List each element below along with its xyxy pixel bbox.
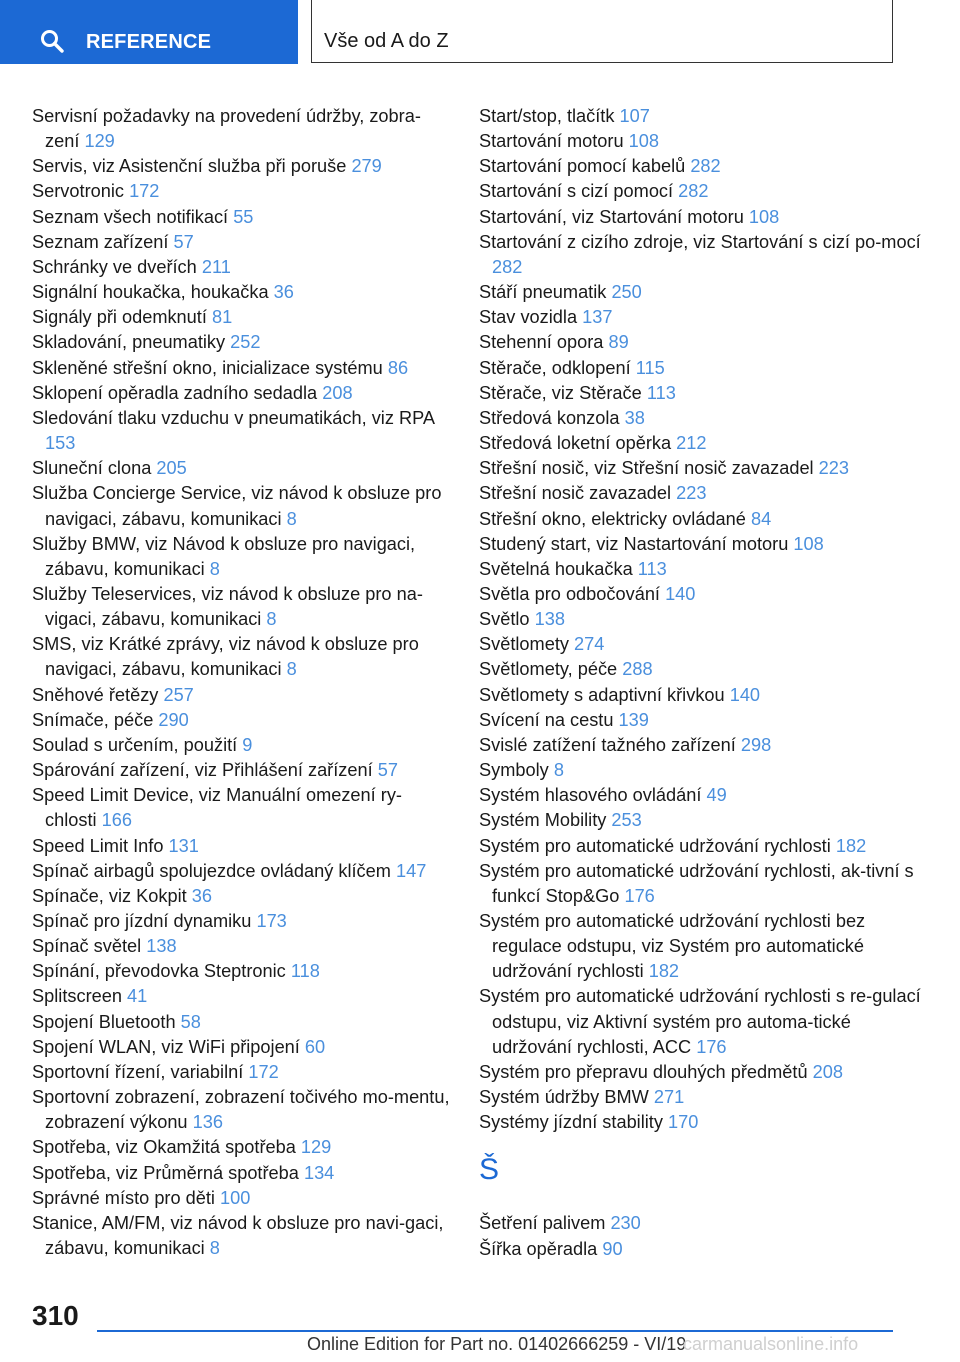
- index-entry-text: Sportovní zobrazení, zobrazení točivého mo‐mentu, zobrazení výkonu: [32, 1087, 450, 1133]
- index-entry-text: Studený start, viz Nastartování motoru: [479, 533, 789, 554]
- index-entry: [32, 255, 452, 280]
- page-reference-link[interactable]: 84: [750, 508, 772, 529]
- search-icon: [40, 29, 64, 53]
- index-entry-text: Stanice, AM/FM, viz návod k obsluze pro navi‐gaci, zábavu, komunikaci: [32, 1212, 444, 1259]
- index-entry: [32, 280, 452, 305]
- index-entry: [32, 884, 452, 909]
- index-entry: [479, 859, 929, 909]
- page-reference-link[interactable]: 8: [286, 508, 297, 529]
- page-reference-link[interactable]: 55: [233, 206, 254, 227]
- watermark: carmanualsonline.info: [683, 1334, 859, 1354]
- index-entry-text: Světlomety, péče: [479, 659, 618, 680]
- index-list-right: [479, 104, 929, 1135]
- index-entry-text: Svislé zatížení tažného zařízení: [479, 734, 736, 755]
- index-entry-text: Signály při odemknutí: [32, 307, 207, 328]
- index-entry-text: Systém pro automatické udržování rychlosti: [479, 835, 831, 856]
- index-entry: [32, 1186, 452, 1211]
- index-entry-text: Světla pro odbočování: [479, 583, 660, 604]
- index-entry-text: Symboly: [479, 760, 549, 781]
- edition-text: Online Edition for Part no. 01402666259 - VI/19: [307, 1334, 687, 1354]
- index-entry: [479, 381, 929, 406]
- chapter-title: Vše od A do Z: [324, 30, 449, 52]
- index-entry: [479, 733, 929, 758]
- page-reference-link[interactable]: 115: [635, 357, 665, 378]
- index-entry: [479, 909, 929, 984]
- index-entry: [32, 356, 452, 381]
- page-reference-link[interactable]: 253: [611, 810, 642, 831]
- page-number: 310: [32, 1300, 79, 1331]
- index-entry: [32, 104, 452, 154]
- page-reference-link[interactable]: 38: [624, 407, 645, 428]
- index-entry: [479, 783, 929, 808]
- section-letter: Š: [479, 1153, 500, 1187]
- reference-tab[interactable]: [0, 0, 298, 64]
- page-reference-link[interactable]: 140: [729, 684, 761, 705]
- page-reference-link[interactable]: 252: [230, 332, 261, 353]
- page-reference-link[interactable]: 176: [696, 1036, 727, 1057]
- index-entry-text: Střešní nosič zavazadel: [479, 483, 672, 504]
- index-entry-text: Speed Limit Device, viz Manuální omezení ry‐chlosti: [32, 785, 402, 831]
- page-reference-link[interactable]: 230: [610, 1213, 641, 1234]
- index-entry-text: Systém hlasového ovládání: [479, 785, 702, 806]
- index-entry-text: Stěrače, viz Stěrače: [479, 382, 642, 403]
- index-entry: [32, 305, 452, 330]
- index-entry-text: Systém pro automatické udržování rychlosti s re‐gulací odstupu, viz Aktivní systém pro automa‐tické udržování rychlosti, ACC: [479, 986, 921, 1057]
- index-entry: [32, 783, 452, 833]
- index-entry-text: Spínače, viz Kokpit: [32, 885, 187, 906]
- page-reference-link[interactable]: 282: [678, 181, 709, 202]
- index-entry: [32, 1060, 452, 1085]
- page-reference-link[interactable]: 113: [646, 382, 676, 403]
- index-entry: [479, 557, 929, 582]
- index-entry-text: Servis, viz Asistenční služba při poruše: [32, 156, 347, 177]
- index-entry-text: Splitscreen: [32, 986, 122, 1007]
- index-entry: [479, 179, 929, 204]
- index-entry-text: Spínání, převodovka Steptronic: [32, 961, 286, 982]
- page-reference-link[interactable]: 136: [192, 1112, 223, 1133]
- page-reference-link[interactable]: 138: [146, 936, 177, 957]
- index-entry: [479, 129, 929, 154]
- page-reference-link[interactable]: 298: [740, 734, 772, 755]
- page-reference-link[interactable]: 113: [637, 558, 667, 579]
- index-entry-text: Středová loketní opěrka: [479, 433, 672, 454]
- index-entry: [32, 532, 452, 582]
- index-entry-text: Sklopení opěradla zadního sedadla: [32, 382, 318, 403]
- index-entry-text: Systém údržby BMW: [479, 1087, 649, 1108]
- index-column-left: [32, 104, 452, 1261]
- index-entry-text: Skladování, pneumatiky: [32, 332, 226, 353]
- index-entry-text: Systém pro automatické udržování rychlosti bez regulace odstupu, viz Systém pro automatické udržování rychlosti: [479, 911, 866, 982]
- index-entry: [479, 456, 929, 481]
- index-entry-text: Speed Limit Info: [32, 835, 164, 856]
- index-entry-text: Světelná houkačka: [479, 558, 633, 579]
- index-entry: [479, 305, 929, 330]
- index-entry: [479, 808, 929, 833]
- index-entry-text: Soulad s určením, použití: [32, 734, 238, 755]
- index-entry: [479, 154, 929, 179]
- page-reference-link[interactable]: 282: [690, 156, 721, 177]
- page-reference-link[interactable]: 257: [163, 684, 194, 705]
- index-entry: [479, 758, 929, 783]
- index-entry: [479, 104, 929, 129]
- page-reference-link[interactable]: 271: [653, 1087, 685, 1108]
- index-entry: [32, 481, 452, 531]
- index-entry: [479, 607, 929, 632]
- page-reference-link[interactable]: 182: [835, 835, 867, 856]
- index-entry: [479, 632, 929, 657]
- index-entry: [479, 431, 929, 456]
- page-reference-link[interactable]: 208: [812, 1061, 843, 1082]
- page-reference-link[interactable]: 172: [129, 181, 160, 202]
- page-reference-link[interactable]: 9: [242, 734, 253, 755]
- index-entry-text: Sportovní řízení, variabilní: [32, 1061, 244, 1082]
- page-reference-link[interactable]: 140: [665, 583, 696, 604]
- index-entry-text: Spínač airbagů spolujezdce ovládaný klíčem: [32, 860, 391, 881]
- index-entry-text: Stav vozidla: [479, 307, 578, 328]
- index-entry-text: Sněhové řetězy: [32, 684, 159, 705]
- index-entry-text: Systém pro přepravu dlouhých předmětů: [479, 1061, 808, 1082]
- index-entry: [32, 834, 452, 859]
- index-entry: [479, 356, 929, 381]
- page-reference-link[interactable]: 41: [127, 986, 148, 1007]
- index-entry: [32, 708, 452, 733]
- page-reference-link[interactable]: 282: [492, 256, 523, 277]
- page-reference-link[interactable]: 274: [574, 634, 605, 655]
- index-entry-text: Šířka opěradla: [479, 1238, 598, 1259]
- index-entry: [32, 1035, 452, 1060]
- index-entry: [479, 481, 929, 506]
- page-reference-link[interactable]: 57: [173, 231, 194, 252]
- index-entry: [32, 1085, 452, 1135]
- index-entry-text: Služby BMW, viz Návod k obsluze pro navigaci, zábavu, komunikaci: [32, 533, 416, 579]
- index-entry: [32, 1211, 452, 1261]
- page-reference-link[interactable]: 170: [668, 1112, 699, 1133]
- index-entry-text: Skleněné střešní okno, inicializace systému: [32, 357, 383, 378]
- index-entry-text: Spínač pro jízdní dynamiku: [32, 911, 252, 931]
- index-entry: [32, 154, 452, 179]
- index-entry: [32, 330, 452, 355]
- page-reference-link[interactable]: 134: [303, 1162, 335, 1183]
- page-reference-link[interactable]: 139: [618, 709, 649, 730]
- index-entry-text: SMS, viz Krátké zprávy, viz návod k obsluze pro navigaci, zábavu, komunikaci: [32, 634, 419, 680]
- index-entry-text: Start/stop, tlačítk: [479, 106, 615, 126]
- index-list-section: [479, 1211, 929, 1261]
- page-reference-link[interactable]: 107: [619, 106, 650, 126]
- page-reference-link[interactable]: 147: [395, 860, 427, 881]
- index-entry-text: Světlomety: [479, 634, 569, 655]
- index-entry-text: Služba Concierge Service, viz návod k obsluze pro navigaci, zábavu, komunikaci: [32, 483, 442, 529]
- index-entry-text: Spojení WLAN, viz WiFi připojení: [32, 1036, 300, 1057]
- page-reference-link[interactable]: 223: [818, 458, 850, 479]
- index-entry: [479, 683, 929, 708]
- page-reference-link[interactable]: 90: [602, 1238, 623, 1259]
- reference-tab-label: REFERENCE: [86, 31, 212, 53]
- index-entry-text: Sluneční clona: [32, 458, 152, 479]
- index-entry-text: Středová konzola: [479, 407, 620, 428]
- index-entry-text: Systém Mobility: [479, 810, 607, 831]
- page-reference-link[interactable]: 173: [256, 911, 287, 931]
- page-reference-link[interactable]: 290: [158, 709, 189, 730]
- index-entry: [32, 1135, 452, 1160]
- index-entry: [32, 406, 452, 456]
- index-entry: [479, 657, 929, 682]
- page-reference-link[interactable]: 60: [304, 1036, 326, 1057]
- page-reference-link[interactable]: 100: [220, 1187, 251, 1208]
- index-entry-text: Startování s cizí pomocí: [479, 181, 674, 202]
- index-entry-text: Šetření palivem: [479, 1213, 606, 1234]
- index-entry: [32, 1010, 452, 1035]
- index-entry: [479, 582, 929, 607]
- index-entry-text: Světlo: [479, 609, 530, 630]
- index-entry-text: Servotronic: [32, 181, 124, 202]
- index-entry-text: Schránky ve dveřích: [32, 256, 197, 277]
- page-reference-link[interactable]: 223: [676, 483, 707, 504]
- page-reference-link[interactable]: 49: [706, 785, 727, 806]
- index-entry: [32, 1161, 452, 1186]
- index-entry: [479, 507, 929, 532]
- page-reference-link[interactable]: 138: [534, 609, 565, 630]
- index-entry-text: Startování pomocí kabelů: [479, 156, 686, 177]
- page-reference-link[interactable]: 129: [300, 1137, 332, 1158]
- index-entry-text: Systémy jízdní stability: [479, 1112, 663, 1133]
- page-reference-link[interactable]: 205: [156, 458, 187, 479]
- index-entry: [479, 532, 929, 557]
- index-entry: [32, 859, 452, 884]
- index-entry: [32, 381, 452, 406]
- page-reference-link[interactable]: 108: [793, 533, 824, 554]
- index-entry-text: Startování z cizího zdroje, viz Startování s cizí po‐mocí: [479, 231, 921, 252]
- index-entry-text: Systém pro automatické udržování rychlosti, ak‐tivní s funkcí Stop&Go: [479, 860, 914, 906]
- index-entry-text: Servisní požadavky na provedení údržby, zobra‐zení: [32, 106, 421, 152]
- index-entry-text: Snímače, péče: [32, 709, 154, 730]
- index-entry: [32, 632, 452, 682]
- page-reference-link[interactable]: 250: [611, 282, 642, 303]
- index-entry: [32, 179, 452, 204]
- index-entry: [32, 230, 452, 255]
- page-reference-link[interactable]: 108: [748, 206, 780, 227]
- index-entry-text: Služby Teleservices, viz návod k obsluze pro na‐vigaci, zábavu, komunikaci: [32, 583, 423, 630]
- page-reference-link[interactable]: 89: [608, 332, 629, 353]
- page-reference-link[interactable]: 129: [84, 131, 115, 152]
- index-entry-text: Startování motoru: [479, 131, 624, 152]
- page-reference-link[interactable]: 153: [45, 433, 76, 454]
- index-entry: [32, 909, 452, 934]
- index-entry-text: Spojení Bluetooth: [32, 1011, 176, 1032]
- index-entry: [32, 984, 452, 1009]
- page-reference-link[interactable]: 57: [377, 760, 398, 781]
- page-reference-link[interactable]: 212: [676, 433, 707, 454]
- index-entry: [479, 230, 929, 280]
- page-reference-link[interactable]: 166: [101, 810, 132, 831]
- index-entry: [32, 683, 452, 708]
- index-entry: [479, 1211, 929, 1236]
- index-entry-text: Stěrače, odklopení: [479, 357, 631, 378]
- page-reference-link[interactable]: 172: [248, 1061, 279, 1082]
- index-entry-text: Seznam zařízení: [32, 231, 169, 252]
- page-reference-link[interactable]: 182: [648, 961, 680, 982]
- index-entry-text: Spínač světel: [32, 936, 142, 957]
- index-entry-text: Seznam všech notifikací: [32, 206, 229, 227]
- page-reference-link[interactable]: 81: [211, 307, 233, 328]
- index-entry-text: Signální houkačka, houkačka: [32, 282, 269, 303]
- index-entry: [479, 205, 929, 230]
- index-entry: [32, 456, 452, 481]
- index-entry: [479, 1060, 929, 1085]
- index-entry-text: Spotřeba, viz Okamžitá spotřeba: [32, 1137, 296, 1158]
- index-entry: [32, 959, 452, 984]
- index-entry-text: Správné místo pro děti: [32, 1187, 215, 1208]
- page-reference-link[interactable]: 8: [286, 659, 297, 680]
- page-reference-link[interactable]: 8: [209, 1238, 220, 1259]
- page-reference-link[interactable]: 8: [266, 609, 277, 630]
- page-reference-link[interactable]: 36: [273, 282, 294, 303]
- page-reference-link[interactable]: 131: [168, 835, 199, 856]
- page-reference-link[interactable]: 36: [191, 885, 212, 906]
- index-entry-text: Střešní nosič, viz Střešní nosič zavazadel: [479, 458, 814, 479]
- index-entry-text: Spárování zařízení, viz Přihlášení zařízení: [32, 760, 373, 781]
- page-reference-link[interactable]: 118: [290, 961, 320, 982]
- page-reference-link[interactable]: 8: [209, 558, 220, 579]
- footer-rule: [97, 1330, 893, 1332]
- page-reference-link[interactable]: 8: [553, 760, 564, 781]
- index-entry-text: Spotřeba, viz Průměrná spotřeba: [32, 1162, 299, 1183]
- index-entry: [479, 984, 929, 1059]
- index-column-right: [479, 104, 929, 1262]
- index-entry: [479, 1110, 929, 1135]
- index-entry-text: Startování, viz Startování motoru: [479, 206, 744, 227]
- page-reference-link[interactable]: 211: [201, 256, 231, 277]
- index-entry-text: Stáří pneumatik: [479, 282, 607, 303]
- index-entry-text: Střešní okno, elektricky ovládané: [479, 508, 746, 529]
- index-entry: [479, 406, 929, 431]
- index-entry: [479, 1237, 929, 1262]
- index-entry: [32, 205, 452, 230]
- index-entry: [32, 758, 452, 783]
- page-reference-link[interactable]: 86: [387, 357, 409, 378]
- page-reference-link[interactable]: 208: [322, 382, 353, 403]
- index-entry: [479, 834, 929, 859]
- index-entry-text: Svícení na cestu: [479, 709, 614, 730]
- index-entry: [32, 934, 452, 959]
- index-entry: [479, 330, 929, 355]
- page-reference-link[interactable]: 288: [622, 659, 653, 680]
- index-entry-text: Sledování tlaku vzduchu v pneumatikách, viz RPA: [32, 407, 435, 428]
- index-entry: [479, 1085, 929, 1110]
- index-entry-text: Stehenní opora: [479, 332, 604, 353]
- index-entry: [32, 582, 452, 632]
- index-entry: [479, 280, 929, 305]
- index-entry: [32, 733, 452, 758]
- page-reference-link[interactable]: 108: [628, 131, 659, 152]
- index-entry: [479, 708, 929, 733]
- page-reference-link[interactable]: 176: [624, 885, 655, 906]
- page-reference-link[interactable]: 58: [180, 1011, 201, 1032]
- page-reference-link[interactable]: 279: [351, 156, 382, 177]
- index-entry-text: Světlomety s adaptivní křivkou: [479, 684, 725, 705]
- page-reference-link[interactable]: 137: [582, 307, 613, 328]
